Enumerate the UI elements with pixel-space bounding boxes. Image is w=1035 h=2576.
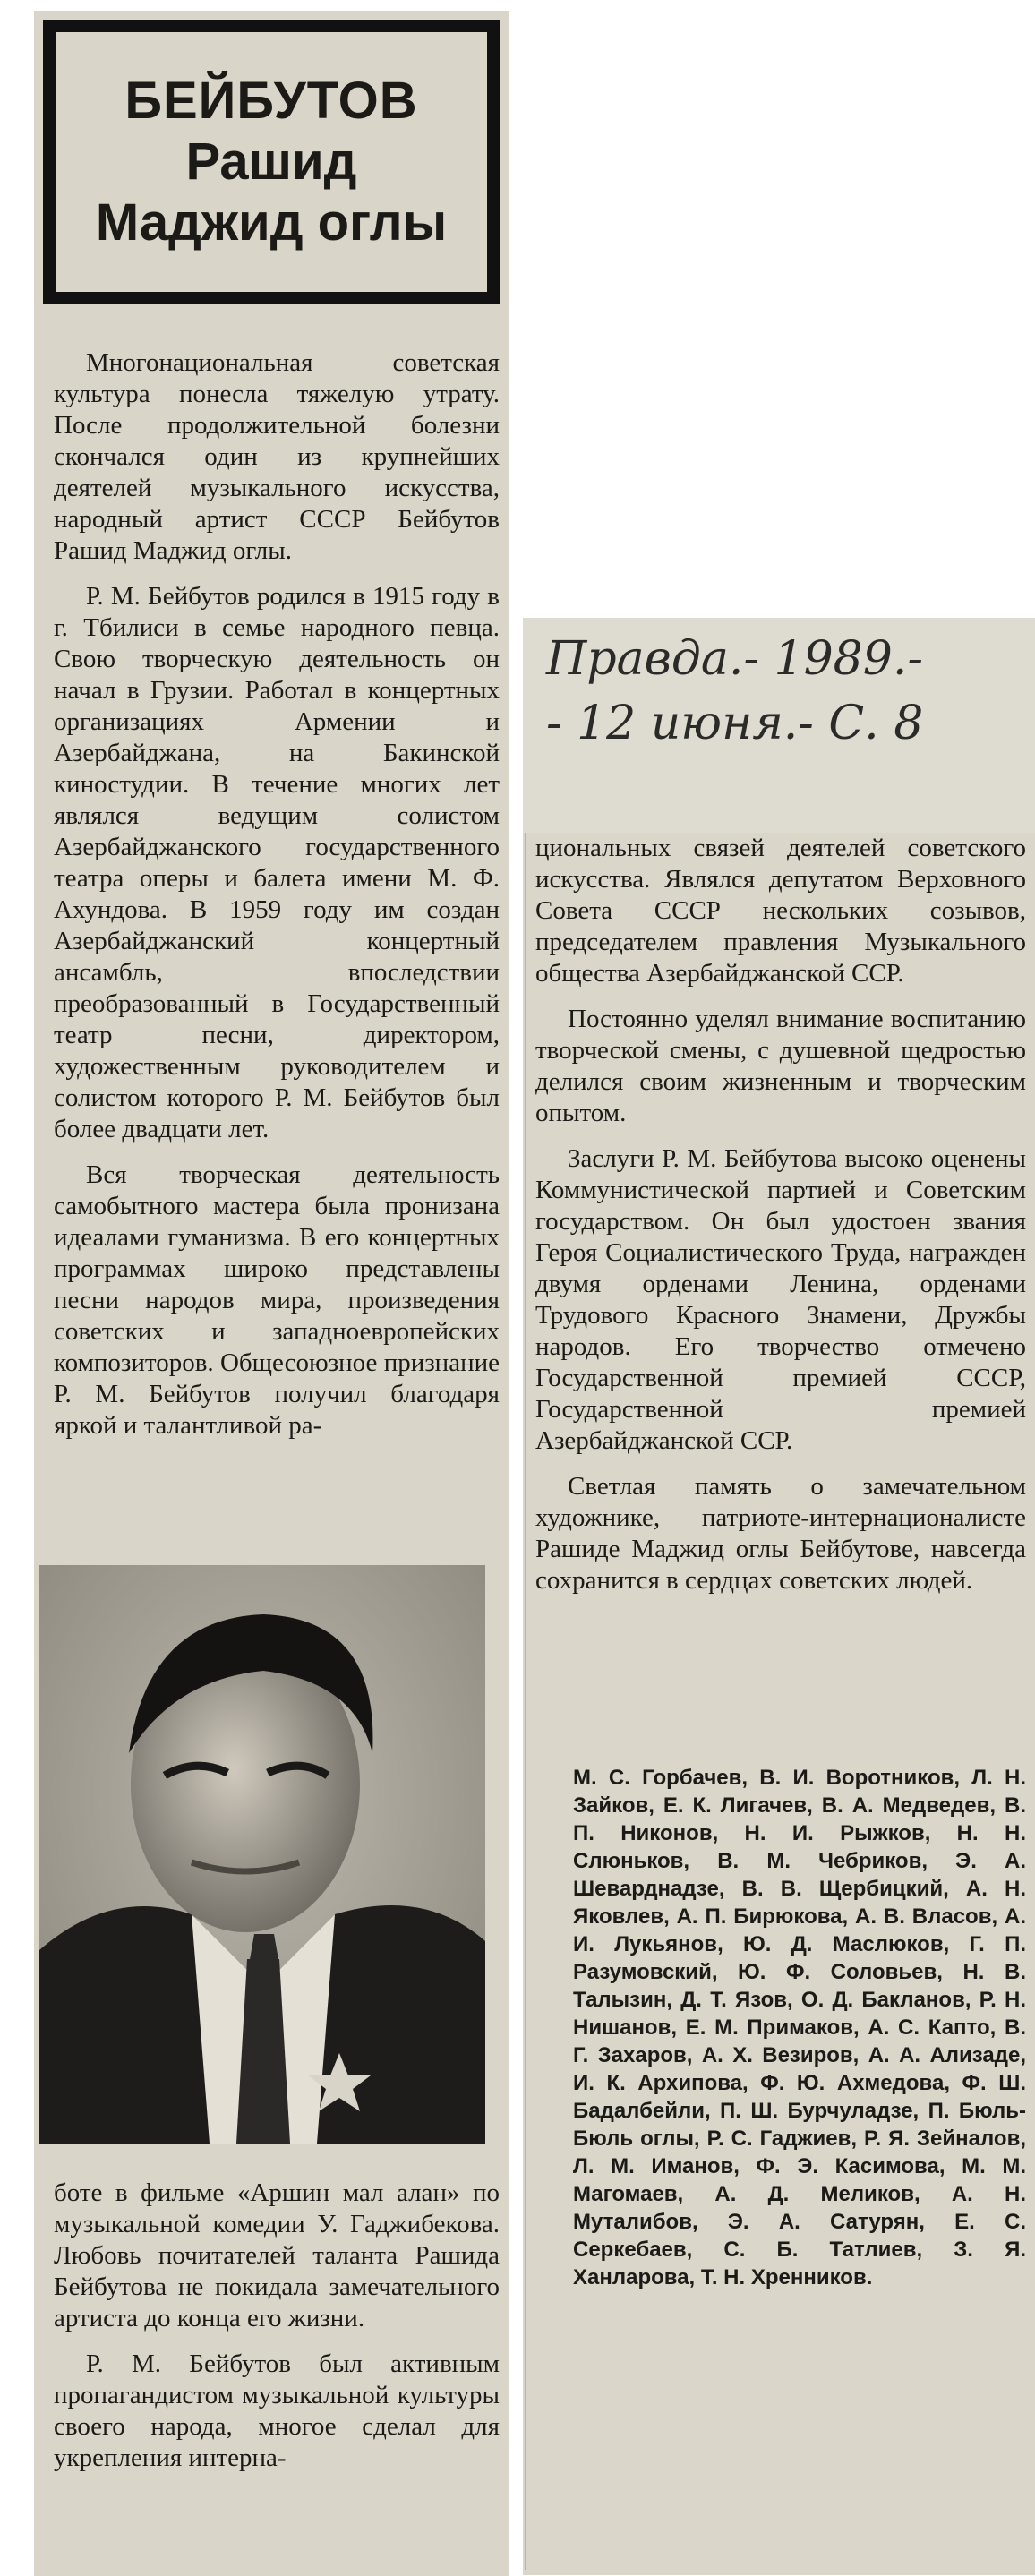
signatories-list: М. С. Горбачев, В. И. Воротников, Л. Н. Зайков, Е. К. Лигачев, В. А. Медведев, В. П. Никонов, Н. И. Рыжков, Н. Н. Слюньков, В. М. Чебриков, Э. А. Шеварднадзе, В. В. Щербицкий, А. Н. Яковлев, А. П. Бирюкова, А. В. Власов, А. И. Лукьянов, Ю. Д. Маслюков, Г. П. Разумовский, Ю. Ф. Соловьев, Н. В. Талызин, Д. Т. Язов, О. Д. Бакланов, Р. Н. Нишанов, Е. М. Примаков, А. С. Капто, В. Г. Захаров, А. Х. Везиров, А. А. Ализаде, И. К. Архипова, Ф. Ю. Ахмедова, Ф. Ш. Бадалбейли, П. Ш. Бурчуладзе, П. Бюль-Бюль оглы, Р. С. Гаджиев, Р. Я. Зейналов, Л. М. Иманов, Ф. Э. Касимова, М. М. Магомаев, А. Д. Меликов, А. Н. Муталибов, Э. А. Сатурян, Е. С. Серкебаев, С. Б. Татлиев, З. Я. Ханларова, Т. Н. Хренников.	[573, 1766, 1026, 2289]
article-paragraph: Вся творческая деятельность самобытного мастера была пронизана идеалами гуманизма. В его концертных программах широко представлены песни народов мира, произведения советских и западноевропейских композиторов. Общесоюзное признание Р. М. Бейбутов получил благодаря яркой и талантливой ра-	[54, 1160, 500, 1440]
obituary-heading	[54, 30, 489, 294]
article-paragraph: Светлая память о замечательном художнике, патриоте-интернационалисте Рашиде Маджид оглы Бейбутове, навсегда сохранится в сердцах советских людей.	[535, 1472, 1026, 1595]
article-paragraph: боте в фильме «Аршин мал алан» по музыкальной комедии У. Гаджибекова. Любовь почитателей таланта Рашида Бейбутова не покидала замечательного артиста до конца его жизни.	[54, 2178, 500, 2332]
article-paragraph: Постоянно уделял внимание воспитанию творческой смены, с душевной щедростью делился своим жизненным и творческим опытом.	[535, 1005, 1026, 1127]
note-line-1: Правда.- 1989.-	[546, 632, 923, 686]
heading-patronymic: Маджид оглы	[95, 193, 448, 252]
article-column-left-continued	[54, 2178, 500, 2488]
article-column-right	[535, 833, 1026, 1611]
column-divider	[525, 833, 526, 2570]
obituary-heading-frame	[43, 20, 500, 304]
article-paragraph: циональных связей деятелей советского искусства. Являлся депутатом Верховного Совета СССР нескольких созывов, председателем правления Музыкального общества Азербайджанской ССР.	[535, 834, 1026, 988]
article-column-left	[54, 347, 500, 1456]
article-paragraph: Р. М. Бейбутов был активным пропагандистом музыкальной культуры своего народа, многое сделал для укрепления интерна-	[54, 2349, 500, 2472]
article-paragraph: Р. М. Бейбутов родился в 1915 году в г. Тбилиси в семье народного певца. Свою творческую деятельность он начал в Грузии. Работал в концертных организациях Армении и Азербайджана, на Бакинской киностудии. В течение многих лет являлся ведущим солистом Азербайджанского государственного театра оперы и балета имени М. Ф. Ахундова. В 1959 году им создан Азербайджанский концертный ансамбль, впоследствии преобразованный в Государственный театр песни, директором, художественным руководителем и солистом которого Р. М. Бейбутов был более двадцати лет.	[54, 582, 500, 1143]
article-paragraph: Многонациональная советская культура понесла тяжелую утрату. После продолжительной болезни скончался один из крупнейших деятелей музыкального искусства, народный артист СССР Бейбутов Рашид Маджид оглы.	[54, 348, 500, 565]
handwritten-source-note	[546, 627, 1030, 756]
note-line-2: - 12 июня.- С. 8	[546, 697, 924, 750]
heading-surname: БЕЙБУТОВ	[124, 72, 418, 131]
heading-first-name: Рашид	[185, 133, 357, 192]
article-paragraph: Заслуги Р. М. Бейбутова высоко оценены Коммунистической партией и Советским государством. Он был удостоен звания Героя Социалистического Труда, награжден двумя орденами Ленина, орденами Трудового Красного Знамени, Дружбы народов. Его творчество отмечено Государственной премией СССР, Государственной премией Азербайджанской ССР.	[535, 1144, 1026, 1455]
portrait-photo	[39, 1565, 485, 2144]
portrait-image	[39, 1565, 485, 2144]
